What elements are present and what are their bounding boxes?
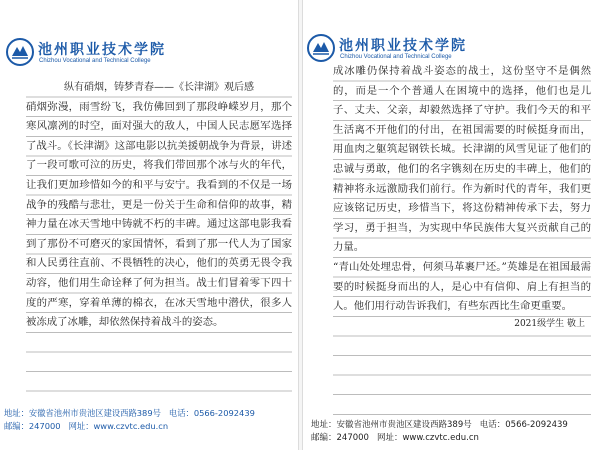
letter-text-page-1: 硝烟弥漫，雨雪纷飞，我仿佛回到了那段峥嵘岁月，那个寒风凛冽的时空，面对强大的敌人，中国人民志愿军选择了战斗。《长津湖》这部电影以抗美援朝战争为背景，讲述了一段可歌可泣的历史，将我们带回那个冰与火的年代，让我们更加珍惜如今的和平与安宁。我看到的不仅是一场战争的残酷与悲壮，更是一份关于生命和信仰的故事，精神力量在冰天雪地中铸就不朽的丰碑。通过这部电影我看到了那份不可磨灭的家国情怀，看到了那一代人为了国家和人民勇往直前、不畏牺牲的决心，他们的英勇无畏令我动容，他们用生命诠释了何为担当。战士们冒着零下四十度的严寒，穿着单薄的棉衣，在冰天雪地中潜伏，很多人被冻成了冰雕，却依然保持着战斗的姿态。 bbox=[26, 100, 292, 329]
postcode-label: 邮编： bbox=[4, 421, 29, 431]
phone-label: 电话： bbox=[479, 420, 506, 430]
phone-value: 0566-2092439 bbox=[193, 408, 255, 418]
letter-text-page-2: 成冰雕仍保持着战斗姿态的战士，这份坚守不是偶然的，而是一个个普通人在困境中的选择，他们也是儿子、丈夫、父亲，却毅然选择了守护。我们今天的和平生活离不开他们的付出，在祖国需要的时候挺身而出，用血肉之躯筑起钢铁长城。长津湖的风雪见证了他们的忠诚与勇敢，他们的名字镌刻在历史的丰碑上，他们的精神将永远激励我们前行。作为新时代的青年，我们更应该铭记历史，珍惜当下，将这份精神传承下去，努力学习，勇于担当，为实现中华民族伟大复兴贡献自己的力量。 bbox=[333, 65, 591, 254]
school-logo-icon bbox=[307, 34, 335, 62]
letter-quote: “青山处处埋忠骨，何须马革裹尸还。”英雄是在祖国最需要的时候挺身而出的人，是心中有信仰、肩上有担当的人。他们用行动告诉我们，有些东西比生命更重要。 bbox=[333, 260, 591, 313]
letter-closing: 2021级学生 敬上 bbox=[514, 318, 585, 329]
address-value: 安徽省池州市贵池区建设西路389号 bbox=[336, 420, 472, 430]
letter-title: 纵有硝烟，铸梦青春——《长津湖》观后感 bbox=[64, 82, 254, 93]
school-name-en: Chizhou Vocational and Technical College bbox=[340, 54, 452, 60]
letter-body bbox=[333, 62, 591, 416]
letter-page-1 bbox=[0, 0, 299, 450]
letter-page-2 bbox=[302, 0, 600, 450]
address-label: 地址： bbox=[4, 408, 29, 418]
school-name: 池州职业技术学院 bbox=[339, 38, 467, 54]
footer-row-address bbox=[4, 407, 294, 420]
letterhead bbox=[6, 38, 286, 74]
postcode-label: 邮编： bbox=[311, 433, 337, 443]
footer-row-postcode bbox=[4, 420, 294, 433]
website-label: 网址： bbox=[376, 433, 403, 443]
phone-value: 0566-2092439 bbox=[505, 420, 568, 430]
website-value: www.czvtc.edu.cn bbox=[93, 421, 169, 431]
address-label: 地址： bbox=[311, 420, 337, 430]
school-logo-icon bbox=[6, 38, 34, 66]
footer-row-postcode bbox=[311, 432, 600, 445]
footer-row-address bbox=[311, 419, 600, 432]
address-value: 安徽省池州市贵池区建设西路389号 bbox=[28, 408, 161, 418]
letterhead-footer bbox=[4, 407, 294, 433]
school-name-en: Chizhou Vocational and Technical College bbox=[39, 58, 151, 64]
phone-label: 电话： bbox=[168, 408, 194, 418]
website-label: 网址： bbox=[68, 421, 94, 431]
letterhead-footer bbox=[311, 419, 600, 445]
website-value: www.czvtc.edu.cn bbox=[402, 433, 479, 443]
letter-body bbox=[26, 78, 292, 404]
postcode-value: 247000 bbox=[28, 421, 61, 431]
school-name: 池州职业技术学院 bbox=[38, 42, 166, 58]
postcode-value: 247000 bbox=[336, 433, 369, 443]
